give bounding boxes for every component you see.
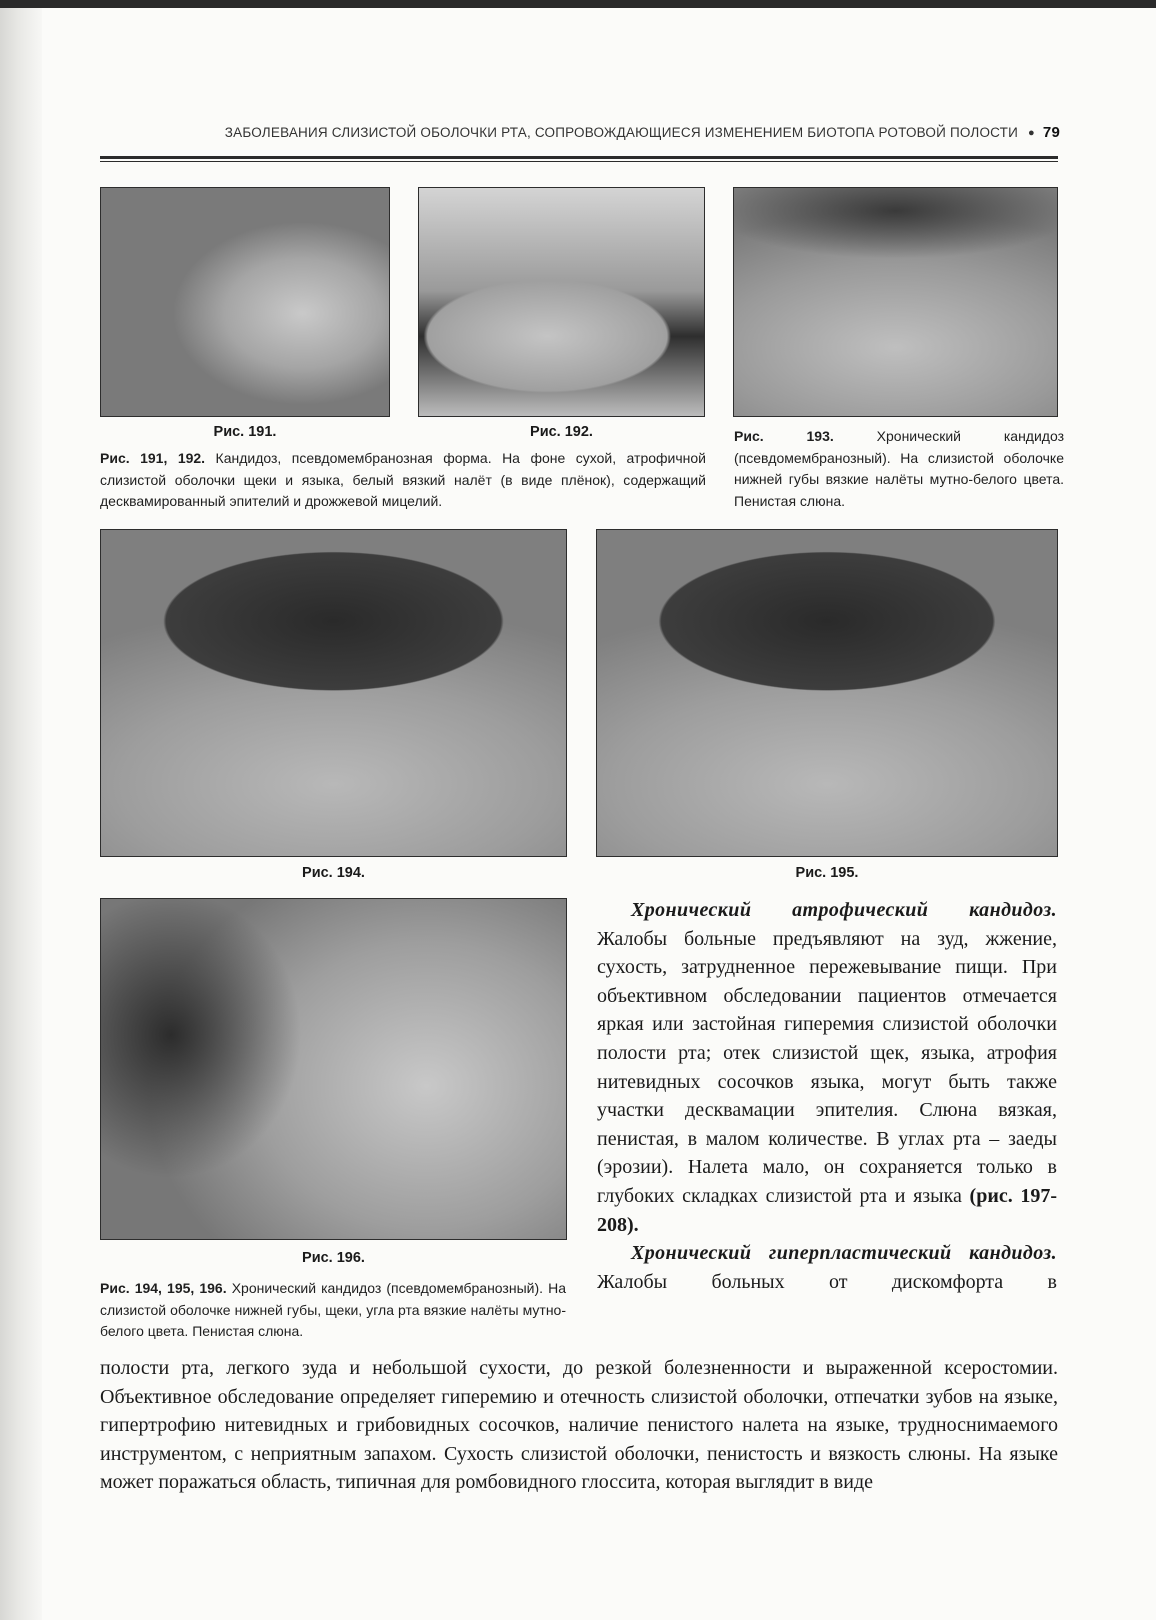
photo-fig-192 <box>418 187 705 417</box>
caption-text: Кандидоз, псевдомембранозная форма. На фоне сухой, атрофичной слизистой оболочки щеки и языка, белый вязкий налёт (в виде плёнок), содержащий десквамированный эпителий и дрожжевой мицелий. <box>100 450 706 509</box>
full-width-text <box>100 1354 1058 1497</box>
right-column-text <box>597 896 1057 1296</box>
caption-text: Хронический кандидоз (псевдомембранозный). На слизистой оболочке нижней губы, щеки, угла рта вязкие налёты мутно-белого цвета. Пенистая слюна. <box>100 1280 566 1339</box>
running-title: ЗАБОЛЕВАНИЯ СЛИЗИСТОЙ ОБОЛОЧКИ РТА, СОПРОВОЖДАЮЩИЕСЯ ИЗМЕНЕНИЕМ БИОТОПА РОТОВОЙ ПОЛОСТИ <box>224 125 1019 140</box>
page-number: 79 <box>1042 124 1060 141</box>
header-rule-thick <box>100 156 1058 159</box>
scan-top-edge <box>0 0 1156 8</box>
photo-fig-194 <box>100 529 567 857</box>
figure-label-195: Рис. 195. <box>795 865 859 881</box>
paragraph-body: Жалобы больные предъявляют на зуд, жжение, сухость, затрудненное пережевывание пищи. При объективном обследовании пациентов отмечается яркая или застойная гиперемия слизистой оболочки полости рта; отек слизистой щек, языка, атрофия нитевидных сосочков языка, могут быть также участки десквамации эпителия. Слюна вязкая, пенистая, в малом количестве. В углах рта – заеды (эрозии). Налета мало, он сохраняется только в глубоких складках слизистой рта и языка <box>597 927 1057 1207</box>
header-bullet: ● <box>1028 127 1035 139</box>
figure-reference: (рис. 197-208). <box>597 1184 1057 1236</box>
figure-label-194: Рис. 194. <box>302 865 365 881</box>
figure-label-196: Рис. 196. <box>302 1250 365 1266</box>
header-rule-thin <box>100 161 1058 162</box>
running-header <box>100 124 1060 144</box>
photo-fig-196 <box>100 898 567 1240</box>
paragraph-hyperplastic-continuation: полости рта, легкого зуда и небольшой сухости, до резкой болезненности и выраженной ксеростомии. Объективное обследование определяет гиперемию и отечность слизистой оболочки, отпечатки зубов на языке, гипертрофию нитевидных и грибовидных сосочков, наличие пенистого налета на языке, трудноснимаемого инструментом, с неприятным запахом. Сухость слизистой оболочки, пенистость и вязкость слюны. На языке может поражаться область, типичная для ромбовидного глоссита, которая выглядит в виде <box>100 1357 1058 1494</box>
caption-lead: Рис. 191, 192. <box>100 450 206 466</box>
caption-lead: Рис. 193. <box>734 428 834 444</box>
caption-fig-193 <box>734 426 1064 512</box>
photo-fig-195 <box>596 529 1058 857</box>
photo-fig-191 <box>100 187 390 417</box>
paragraph-heading: Хронический атрофический кандидоз. <box>631 899 1057 921</box>
photo-fig-193 <box>733 187 1058 417</box>
caption-text: Хронический кандидоз (псевдомембранозный). На слизистой оболочке нижней губы вязкие налёты мутно-белого цвета. Пенистая слюна. <box>734 428 1065 509</box>
paragraph-heading: Хронический гиперпластический кандидоз. <box>631 1242 1057 1265</box>
caption-fig-191-192 <box>100 448 706 513</box>
figure-label-191: Рис. 191. <box>213 424 277 440</box>
book-spine-shadow <box>0 8 42 1620</box>
caption-fig-194-196 <box>100 1278 566 1343</box>
paragraph-body: Жалобы больных от дискомфорта в <box>597 1270 1057 1293</box>
caption-lead: Рис. 194, 195, 196. <box>100 1280 227 1296</box>
paragraph-hyperplastic-start <box>597 1239 1057 1296</box>
paragraph-atrophic <box>597 896 1057 1239</box>
figure-label-192: Рис. 192. <box>530 424 593 440</box>
